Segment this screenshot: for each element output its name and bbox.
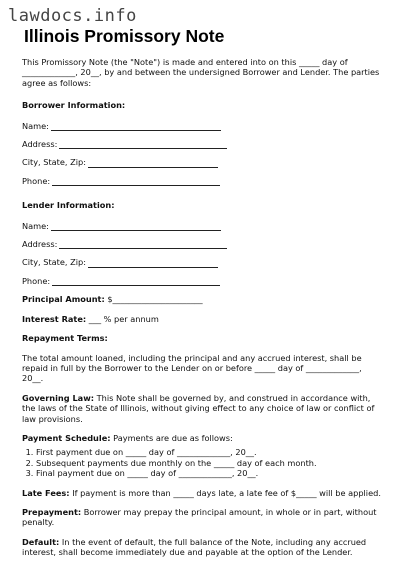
schedule-list bbox=[22, 447, 382, 478]
interest-label: Interest Rate: bbox=[22, 313, 87, 324]
interest-text[interactable]: ___ % per annum bbox=[88, 313, 159, 324]
borrower-phone-field[interactable] bbox=[22, 176, 382, 186]
borrower-city-field[interactable] bbox=[22, 157, 382, 167]
prepayment-label: Prepayment: bbox=[22, 506, 82, 517]
borrower-city-line[interactable] bbox=[88, 158, 218, 168]
repayment-text: The total amount loaned, including the principal and any accrued interest, shall be repaid in full by the Borrower to the Lender on or before _____ day of _____________, 20__. bbox=[22, 352, 362, 384]
schedule-item: 2. Subsequent payments due monthly on the _____ day of each month. bbox=[36, 458, 382, 468]
lender-city-field[interactable] bbox=[22, 257, 382, 267]
borrower-name-label: Name: bbox=[22, 120, 49, 131]
borrower-phone-label: Phone: bbox=[22, 175, 51, 186]
payment-schedule bbox=[22, 433, 382, 443]
repayment-heading bbox=[22, 333, 382, 343]
borrower-phone-line[interactable] bbox=[52, 176, 220, 186]
borrower-name-field[interactable] bbox=[22, 121, 382, 131]
governing-law bbox=[22, 393, 382, 424]
schedule-item: 1. First payment due on _____ day of _____________, 20__. bbox=[36, 447, 382, 457]
lender-name-line[interactable] bbox=[51, 221, 221, 231]
prepayment bbox=[22, 507, 382, 528]
borrower-address-line[interactable] bbox=[59, 139, 227, 149]
late-label: Late Fees: bbox=[22, 487, 70, 498]
intro-paragraph: This Promissory Note (the "Note") is made and entered into on this _____ day of _____________, 20__, by and between the undersigned Borrower and Lender. The parties agree as follows: bbox=[22, 57, 380, 88]
governing-text: This Note shall be governed by, and construed in accordance with, the laws of the State of Illinois, without giving effect to any choice of law or conflict of law provisions. bbox=[22, 392, 375, 424]
late-text: If payment is more than _____ days late, a late fee of $_____ will be applied. bbox=[72, 487, 381, 498]
principal-label: Principal Amount: bbox=[22, 294, 105, 305]
principal-prefix: $ bbox=[107, 294, 113, 305]
principal-blank[interactable]: ______________________ bbox=[112, 294, 203, 305]
lender-name-field[interactable] bbox=[22, 221, 382, 231]
repayment-heading-text: Repayment Terms: bbox=[22, 333, 108, 344]
lender-phone-line[interactable] bbox=[52, 276, 220, 286]
lender-address-line[interactable] bbox=[59, 239, 227, 249]
borrower-address-field[interactable] bbox=[22, 139, 382, 149]
late-fees bbox=[22, 488, 382, 498]
lender-phone-label: Phone: bbox=[22, 275, 51, 286]
schedule-label: Payment Schedule: bbox=[22, 432, 111, 443]
prepayment-text: Borrower may prepay the principal amount, in whole or in part, without penalty. bbox=[22, 506, 377, 528]
watermark: lawdocs.info bbox=[8, 6, 137, 26]
lender-address-field[interactable] bbox=[22, 239, 382, 249]
borrower-city-label: City, State, Zip: bbox=[22, 157, 86, 168]
principal-amount bbox=[22, 294, 382, 304]
governing-label: Governing Law: bbox=[22, 392, 95, 403]
lender-address-label: Address: bbox=[22, 239, 58, 250]
lender-heading: Lender Information: bbox=[22, 200, 115, 211]
schedule-item: 3. Final payment due on _____ day of _____________, 20__. bbox=[36, 468, 382, 478]
lender-city-line[interactable] bbox=[88, 258, 218, 268]
default-clause bbox=[22, 537, 382, 558]
default-label: Default: bbox=[22, 536, 60, 547]
document-body bbox=[22, 57, 382, 567]
borrower-heading: Borrower Information: bbox=[22, 100, 126, 111]
default-text: In the event of default, the full balance of the Note, including any accrued interest, shall become immediately due and payable at the option of the Lender. bbox=[22, 536, 367, 558]
document-title: Illinois Promissory Note bbox=[24, 26, 225, 46]
lender-name-label: Name: bbox=[22, 220, 49, 231]
lender-city-label: City, State, Zip: bbox=[22, 257, 86, 268]
lender-phone-field[interactable] bbox=[22, 276, 382, 286]
schedule-text: Payments are due as follows: bbox=[113, 432, 233, 443]
borrower-address-label: Address: bbox=[22, 139, 58, 150]
interest-rate bbox=[22, 314, 382, 324]
borrower-name-line[interactable] bbox=[51, 121, 221, 131]
